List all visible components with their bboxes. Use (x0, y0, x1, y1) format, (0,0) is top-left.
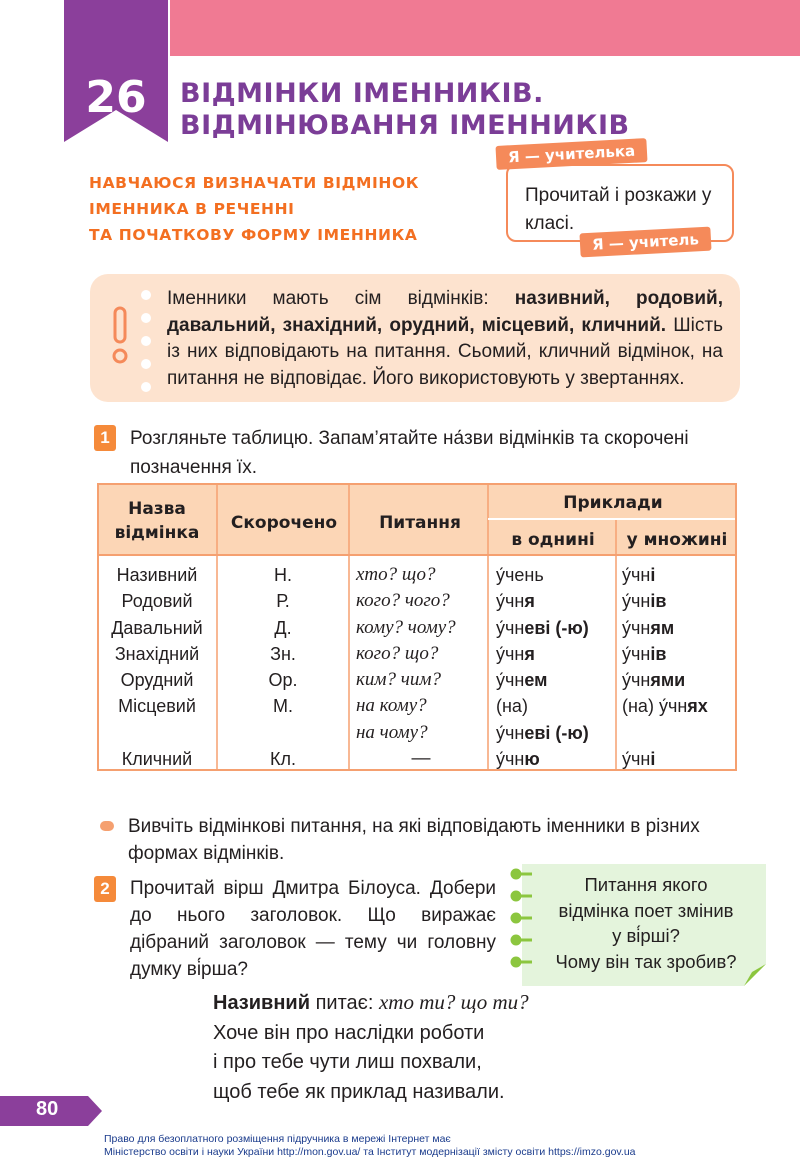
word-stem: у́чень (496, 565, 544, 585)
table-cell: кому? чому? (356, 616, 456, 638)
word-stem: (на) (496, 696, 528, 717)
poem-line: щоб тебе як приклад називали. (213, 1080, 505, 1103)
table-cell (622, 746, 738, 772)
table-cell (496, 667, 616, 693)
learning-goal (89, 170, 419, 248)
word-stem: у́чн (622, 591, 651, 612)
table-cell: Кл. (270, 749, 296, 770)
task1-text: Розгляньте таблицю. Запам’ятайте на́зви відмінків та скорочені позначення їх. (130, 428, 689, 478)
th-case-name-line1: Назва (128, 499, 186, 519)
word-ending: ям (650, 617, 675, 638)
table-cell (622, 667, 738, 693)
table-cell: кого? що? (356, 642, 439, 664)
word-stem: у́чн (622, 749, 651, 770)
table-cell: Ор. (268, 670, 298, 691)
th-case-name-line2: відмінка (114, 523, 200, 543)
table-cell (496, 588, 616, 614)
word-ending: ем (524, 670, 548, 691)
poem-line (213, 988, 633, 1019)
task-number-badge: 1 (94, 425, 116, 451)
table-cell: Називний (116, 565, 198, 585)
table-cell: М. (273, 696, 293, 717)
note-line: Чому він так зробив? (555, 950, 737, 972)
poem-line: і про тебе чути лиш похвали, (213, 1051, 482, 1073)
note-line: у ві́рші? (612, 925, 680, 946)
footer-copyright (104, 1133, 794, 1159)
table-cell (622, 562, 738, 588)
word-stem: у́чн (496, 591, 525, 612)
col-plural (622, 562, 738, 772)
table-cell: Родовий (121, 591, 193, 612)
col-case-names (98, 562, 216, 772)
task2-text: Прочитай вірш Дмитра Білоуса. Добери до нього заголовок. Що виражає дібраний заголовок — тему чи головну думку ві́рша? (130, 878, 496, 980)
th-abbreviation: Скорочено (230, 513, 338, 533)
lesson-title-line1: ВІДМІНКИ ІМЕННИКІВ. (180, 78, 544, 109)
table-cell (622, 693, 738, 719)
word-stem: у́чн (622, 670, 651, 691)
note-text (530, 872, 762, 974)
word-ending: ях (687, 696, 708, 717)
exclamation-icon (110, 306, 130, 366)
poem-verb: питає: (310, 992, 379, 1014)
th-case-name (98, 497, 216, 545)
poem (213, 988, 633, 1107)
word-stem: у́чн (496, 643, 525, 664)
th-singular: в однині (511, 530, 595, 550)
lesson-number-flag (64, 0, 168, 156)
table-cell: Н. (274, 565, 292, 585)
note-line: Питання якого (584, 874, 708, 895)
rule-rest: Шість із них відповідають на питання. Сьомий, кличний відмінок, на питання не відповідає. Його використовують у звертаннях. (167, 314, 723, 389)
poem-case-name: Називний (213, 992, 311, 1014)
page-number: 80 (36, 1098, 59, 1120)
lesson-title (180, 78, 630, 142)
table-cell (218, 720, 348, 746)
rule-intro: Іменники мають сім відмінків: (167, 288, 515, 309)
word-stem: у́чн (496, 670, 525, 691)
word-ending: і (650, 565, 656, 585)
table-cell (496, 562, 616, 588)
word-stem: у́чн (622, 565, 651, 585)
table-cell (622, 641, 738, 667)
task-number-badge: 2 (94, 876, 116, 902)
table-cell (496, 641, 616, 667)
tag-teacher-male: Я — учитель (579, 227, 711, 258)
table-cell: Зн. (270, 643, 296, 664)
teacher-instruction-text: Прочитай і розкажи у класі. (525, 185, 712, 234)
tag-teacher-female: Я — учителька (495, 138, 647, 170)
th-question: Питання (379, 513, 461, 533)
poem-question: хто ти? що ти? (378, 990, 529, 1014)
word-stem: у́чн (496, 749, 525, 770)
goal-line: ТА ПОЧАТКОВУ ФОРМУ ІМЕННИКА (89, 226, 418, 244)
rule-decor-dots (138, 290, 154, 394)
word-ending: і (650, 749, 656, 770)
note-line: відмінка поет змінив (558, 899, 734, 921)
word-ending: ів (650, 591, 667, 612)
table-cell: ким? чим? (356, 669, 441, 691)
th-examples: Приклади (563, 493, 663, 513)
bullet-text: Вивчіть відмінкові питання, на які відповідають іменники в різних формах відмінків. (128, 816, 700, 864)
table-cell (496, 746, 616, 772)
word-stem: (на) у́чн (622, 696, 688, 717)
word-ending: я (524, 591, 535, 612)
table-cell: Орудний (120, 670, 194, 691)
table-cell: Р. (276, 591, 290, 612)
footer-line: Міністерство освіти і науки України http://mon.gov.ua/ та Інститут модернізації змісту освіти https://imzo.gov.ua (104, 1146, 636, 1158)
table-cell (622, 615, 738, 641)
lesson-number: 26 (85, 72, 147, 123)
table-cell (496, 693, 616, 719)
table-cell (622, 588, 738, 614)
word-stem: у́чн (622, 643, 651, 664)
footer-line: Право для безоплатного розміщення підручника в мережі Інтернет має (104, 1133, 451, 1145)
header-decor-bar (170, 0, 800, 56)
table-cell: Д. (274, 617, 292, 638)
table-cell: — (411, 748, 431, 770)
word-ending: я (524, 643, 535, 664)
goal-line: НАВЧАЮСЯ ВИЗНАЧАТИ ВІДМІНОК (89, 174, 420, 192)
word-stem: у́чн (622, 617, 651, 638)
th-plural: у множині (626, 530, 728, 550)
table-cell: Кличний (121, 749, 193, 770)
table-cell: на чому? (356, 721, 428, 743)
lesson-title-line2: ВІДМІНЮВАННЯ ІМЕННИКІВ (180, 110, 630, 141)
table-cell (496, 615, 616, 641)
word-ending: еві (-ю) (524, 617, 589, 638)
rule-cases: називний, родовий, давальний, знахідний, орудний, місцевий, кличний. (167, 288, 724, 336)
word-ending: ю (524, 749, 540, 770)
poem-line: Хоче він про наслідки роботи (213, 1021, 485, 1044)
bullet-icon (100, 821, 114, 831)
col-abbreviations (218, 562, 348, 772)
goal-line: ІМЕННИКА В РЕЧЕННІ (89, 200, 295, 218)
table-cell: на кому? (356, 695, 427, 717)
table-cell (98, 720, 216, 746)
table-cell: Місцевий (118, 696, 196, 717)
table-cell: кого? чого? (356, 590, 450, 612)
word-stem: у́чн (496, 722, 525, 743)
table-cell: хто? що? (356, 564, 436, 585)
table-cell: Давальний (111, 617, 203, 638)
col-singular (496, 562, 616, 772)
table-cell (622, 720, 738, 746)
table-cell (496, 720, 616, 746)
word-ending: ів (650, 643, 667, 664)
table-cell: Знахідний (114, 643, 200, 664)
word-ending: еві (-ю) (524, 722, 589, 743)
word-ending: ями (650, 670, 686, 691)
col-questions (356, 562, 496, 772)
rule-text (167, 286, 723, 392)
word-stem: у́чн (496, 617, 525, 638)
